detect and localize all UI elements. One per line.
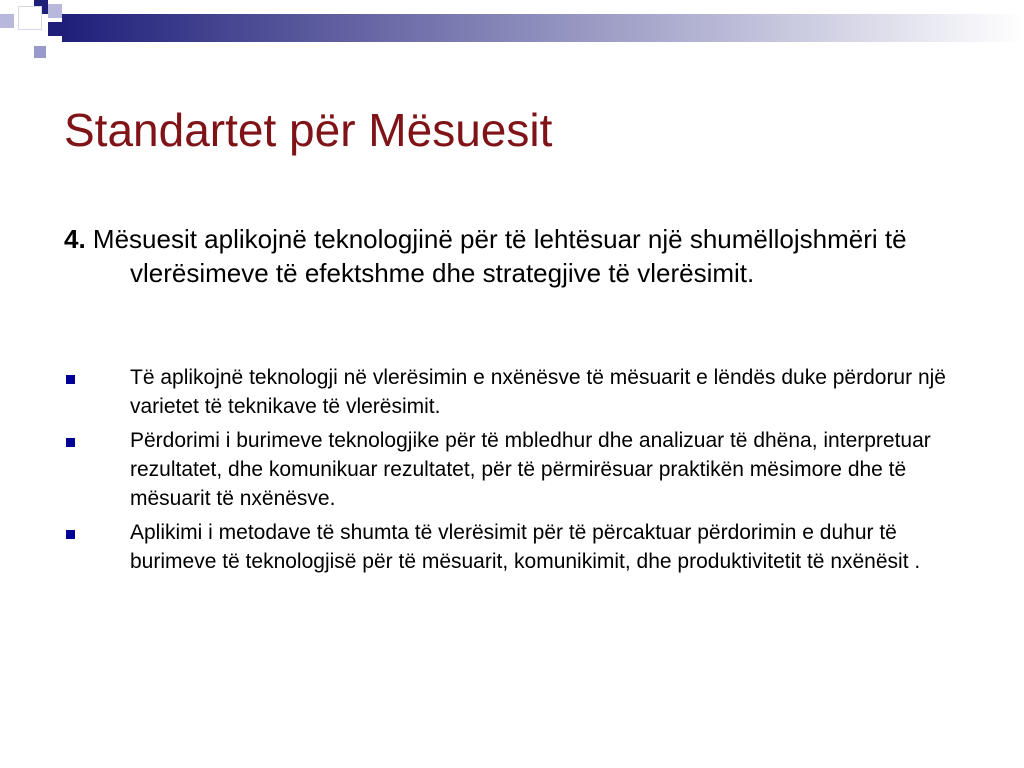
square-bullet-icon (66, 375, 75, 384)
bullet-item (64, 426, 964, 513)
lead-text: Mësuesit aplikojnë teknologjinë për të lehtësuar një shumëllojshmëri të vlerësimeve të efektshme dhe strategjive të vlerësimit. (85, 224, 907, 288)
bullet-list (64, 363, 964, 581)
header-square-white-overlap (18, 6, 42, 30)
header-square-light-left (0, 14, 14, 28)
bullet-item (64, 363, 964, 421)
header-square-periwinkle-bottom (34, 46, 46, 58)
bullet-item (64, 518, 964, 576)
lead-number: 4. (64, 224, 86, 254)
header-square-navy-bottom (48, 22, 62, 36)
square-bullet-icon (66, 530, 75, 539)
lead-paragraph (64, 222, 1010, 290)
header-decoration (0, 0, 1024, 64)
header-gradient-bar (62, 14, 1024, 42)
square-bullet-icon (66, 438, 75, 447)
header-square-light-right (48, 4, 62, 18)
bullet-text: Të aplikojnë teknologji në vlerësimin e nxënësve të mësuarit e lëndës duke përdorur një varietet të teknikave të vlerësimit. (130, 366, 946, 418)
bullet-text: Përdorimi i burimeve teknologjike për të mbledhur dhe analizuar të dhëna, interpretuar rezultatet, dhe komunikuar rezultatet, për të përmirësuar praktikën mësimore dhe të mësuarit të nxënësve. (130, 429, 931, 510)
bullet-text: Aplikimi i metodave të shumta të vlerësimit për të përcaktuar përdorimin e duhur të burimeve të teknologjisë për të mësuarit, komunikimit, dhe produktivitetit të nxënësit . (130, 521, 921, 573)
slide-title: Standartet për Mësuesit (64, 104, 553, 156)
